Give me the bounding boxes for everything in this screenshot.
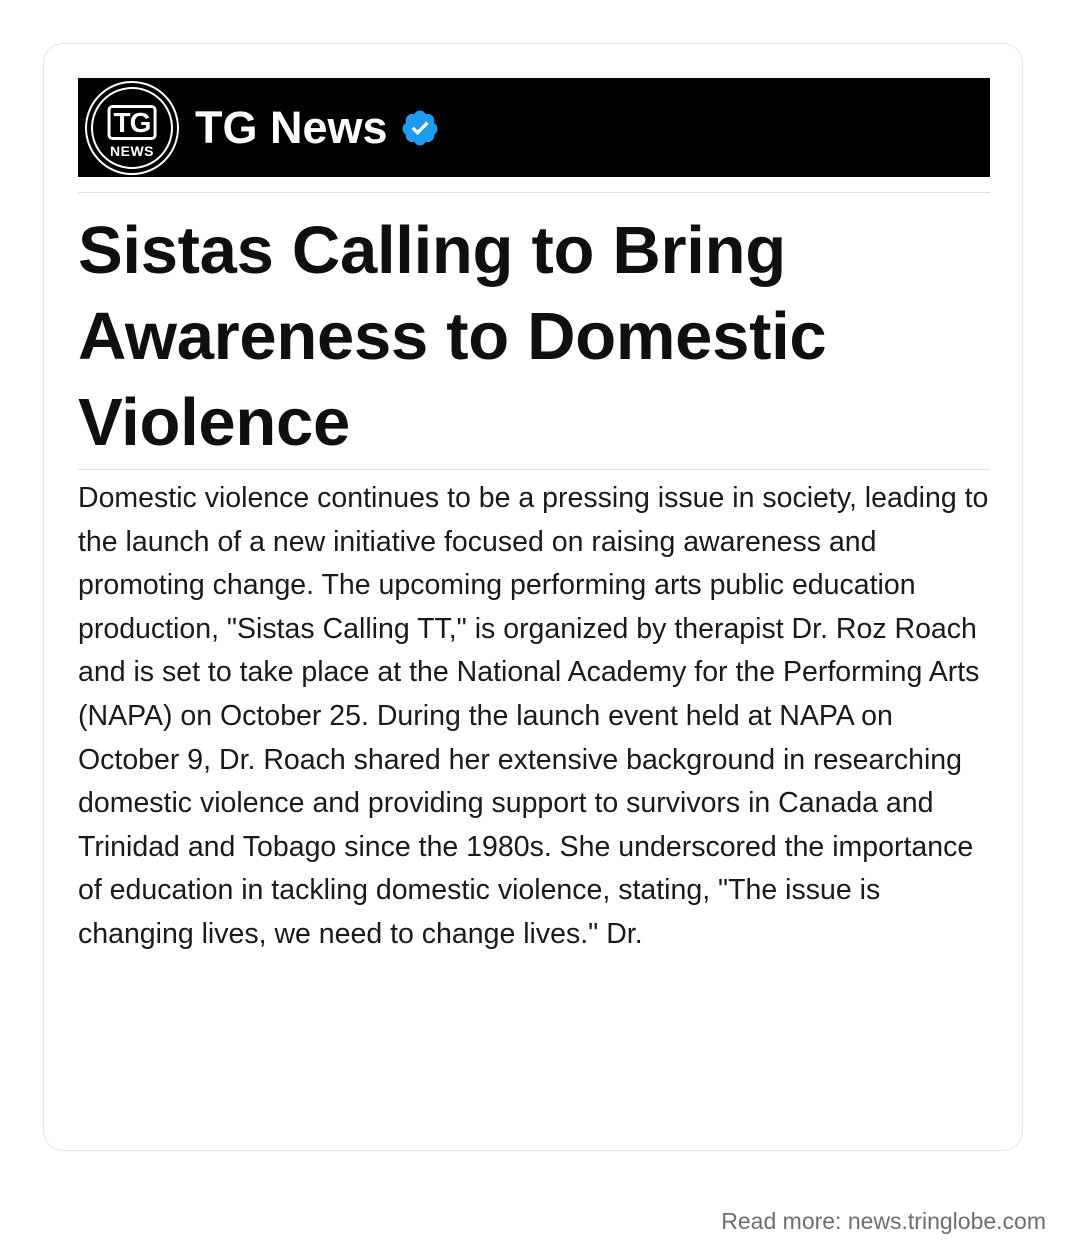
divider-top <box>78 192 990 193</box>
article-body: Domestic violence continues to be a pressing issue in society, leading to the launch of a new initiative focused on raising awareness and promoting change. The upcoming performing arts public education production, "Sistas Calling TT," is organized by therapist Dr. Roz Roach and is set to take place at the National Academy for the Performing Arts (NAPA) on October 25. During the launch event held at NAPA on October 9, Dr. Roach shared her extensive background in researching domestic violence and providing support to survivors in Canada and Trinidad and Tobago since the 1980s. She underscored the importance of education in tackling domestic violence, stating, "The issue is changing lives, we need to change lives." Dr. <box>78 482 989 950</box>
read-more-link[interactable]: Read more: news.tringlobe.com <box>721 1208 1046 1234</box>
logo-news-text: NEWS <box>110 142 154 159</box>
verified-badge-icon <box>400 108 440 148</box>
tg-news-logo <box>85 81 179 175</box>
brand-banner <box>78 78 990 177</box>
logo-tg-text: TG <box>108 105 157 140</box>
divider-middle <box>78 469 990 470</box>
article-headline: Sistas Calling to Bring Awareness to Domestic Violence <box>78 213 827 460</box>
brand-name: TG News <box>195 102 388 153</box>
